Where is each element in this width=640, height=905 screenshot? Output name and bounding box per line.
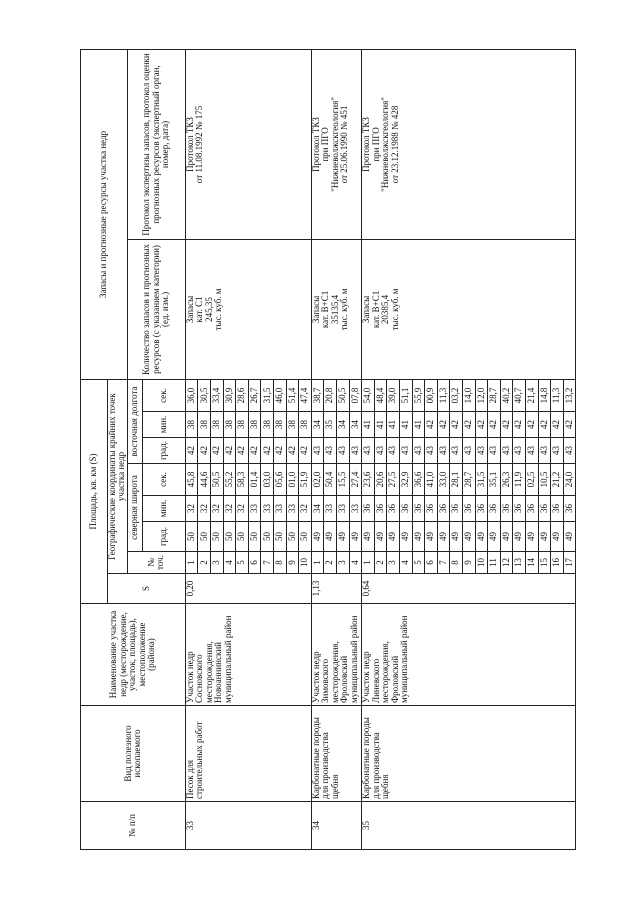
- north-deg: 49: [387, 522, 400, 552]
- point-number: 1: [362, 552, 375, 574]
- east-sec: 13,2: [563, 379, 576, 411]
- north-deg: 50: [299, 522, 312, 552]
- east-min: 41: [399, 412, 412, 438]
- north-deg: 50: [198, 522, 211, 552]
- east-deg: 43: [563, 438, 576, 464]
- east-deg: 42: [198, 438, 211, 464]
- north-deg: 49: [563, 522, 576, 552]
- entry-kind: Карбонатные породы для производства щебня: [311, 706, 361, 802]
- east-deg: 43: [412, 438, 425, 464]
- header-north-deg: град.: [142, 522, 185, 552]
- north-sec: 41,0: [425, 464, 438, 496]
- east-deg: 43: [337, 438, 350, 464]
- east-min: 42: [551, 412, 564, 438]
- east-min: 41: [362, 412, 375, 438]
- east-deg: 43: [538, 438, 551, 464]
- east-sec: 40,2: [500, 379, 513, 411]
- east-deg: 43: [437, 438, 450, 464]
- east-deg: 43: [488, 438, 501, 464]
- north-sec: 02,0: [311, 464, 324, 496]
- point-number: 5: [412, 552, 425, 574]
- north-min: 36: [475, 496, 488, 522]
- point-number: 3: [387, 552, 400, 574]
- header-qty: Количество запасов и прогнозных ресурсов (с указанием категории) (ед. изм.): [127, 239, 185, 379]
- east-sec: 20,8: [324, 379, 337, 411]
- north-min: 32: [299, 496, 312, 522]
- east-min: 38: [248, 412, 261, 438]
- north-deg: 49: [450, 522, 463, 552]
- east-min: 34: [337, 412, 350, 438]
- east-sec: 46,0: [274, 379, 287, 411]
- north-min: 36: [462, 496, 475, 522]
- north-min: 36: [513, 496, 526, 522]
- east-sec: 26,7: [248, 379, 261, 411]
- east-deg: 43: [462, 438, 475, 464]
- point-number: 15: [538, 552, 551, 574]
- east-deg: 43: [324, 438, 337, 464]
- east-deg: 42: [185, 438, 198, 464]
- north-min: 32: [223, 496, 236, 522]
- north-deg: 49: [349, 522, 362, 552]
- north-min: 36: [399, 496, 412, 522]
- north-deg: 49: [362, 522, 375, 552]
- east-sec: 21,4: [525, 379, 538, 411]
- north-sec: 32,9: [399, 464, 412, 496]
- north-min: 33: [337, 496, 350, 522]
- east-min: 38: [286, 412, 299, 438]
- north-deg: 50: [248, 522, 261, 552]
- north-sec: 11,9: [513, 464, 526, 496]
- header-num: № п/п: [81, 802, 186, 850]
- point-number: 10: [475, 552, 488, 574]
- entry-name: Участок недр Линевского месторождения, Фроловский муниципальный район: [362, 604, 576, 706]
- east-sec: 55,9: [412, 379, 425, 411]
- header-area: Площадь, кв. км (S): [81, 379, 108, 603]
- east-min: 42: [513, 412, 526, 438]
- east-deg: 43: [399, 438, 412, 464]
- entry-protocol: Протокол ТКЗ при ПГО "Нижневолжскгеология" от 23.12.1988 № 428: [362, 49, 576, 239]
- east-deg: 42: [286, 438, 299, 464]
- east-sec: 33,4: [211, 379, 224, 411]
- east-min: 38: [198, 412, 211, 438]
- north-sec: 36,6: [412, 464, 425, 496]
- east-min: 42: [500, 412, 513, 438]
- east-sec: 36,0: [185, 379, 198, 411]
- east-deg: 42: [248, 438, 261, 464]
- east-min: 38: [274, 412, 287, 438]
- north-sec: 02,5: [525, 464, 538, 496]
- east-sec: 50,5: [337, 379, 350, 411]
- entry-area: 0,20: [185, 574, 311, 604]
- entry-kind: Песок для строительных работ: [185, 706, 311, 802]
- north-min: 36: [551, 496, 564, 522]
- header-resources: Запасы и прогнозные ресурсы участка недр: [81, 49, 128, 379]
- north-deg: 49: [412, 522, 425, 552]
- north-min: 36: [437, 496, 450, 522]
- north-sec: 10,5: [538, 464, 551, 496]
- north-min: 36: [387, 496, 400, 522]
- east-sec: 38,7: [311, 379, 324, 411]
- north-deg: 50: [274, 522, 287, 552]
- north-min: 32: [198, 496, 211, 522]
- east-min: 42: [563, 412, 576, 438]
- east-sec: 40,7: [513, 379, 526, 411]
- entry-kind: Карбонатные породы для производства щебня: [362, 706, 576, 802]
- north-deg: 49: [475, 522, 488, 552]
- north-deg: 50: [286, 522, 299, 552]
- north-sec: 44,6: [198, 464, 211, 496]
- point-number: 13: [513, 552, 526, 574]
- east-sec: 07,8: [349, 379, 362, 411]
- subsoil-table: [80, 49, 576, 850]
- point-number: 9: [286, 552, 299, 574]
- north-min: 36: [525, 496, 538, 522]
- point-number: 4: [349, 552, 362, 574]
- header-east-sec: сек.: [142, 379, 185, 411]
- north-min: 33: [274, 496, 287, 522]
- north-min: 33: [261, 496, 274, 522]
- east-sec: 11,3: [437, 379, 450, 411]
- east-sec: 30,5: [198, 379, 211, 411]
- header-kind: Вид полезного ископаемого: [81, 706, 186, 802]
- north-deg: 49: [399, 522, 412, 552]
- east-min: 42: [437, 412, 450, 438]
- east-sec: 51,4: [286, 379, 299, 411]
- east-deg: 42: [223, 438, 236, 464]
- north-sec: 28,1: [450, 464, 463, 496]
- east-deg: 43: [349, 438, 362, 464]
- north-sec: 03,0: [261, 464, 274, 496]
- east-min: 35: [324, 412, 337, 438]
- north-deg: 49: [500, 522, 513, 552]
- point-number: 8: [450, 552, 463, 574]
- north-min: 36: [362, 496, 375, 522]
- east-min: 42: [425, 412, 438, 438]
- point-number: 6: [425, 552, 438, 574]
- north-sec: 50,5: [211, 464, 224, 496]
- table-body: [185, 49, 575, 849]
- east-min: 34: [311, 412, 324, 438]
- east-min: 38: [185, 412, 198, 438]
- point-number: 7: [437, 552, 450, 574]
- north-sec: 27,4: [349, 464, 362, 496]
- point-number: 7: [261, 552, 274, 574]
- east-min: 42: [525, 412, 538, 438]
- north-deg: 49: [337, 522, 350, 552]
- north-min: 32: [185, 496, 198, 522]
- north-sec: 01,4: [248, 464, 261, 496]
- east-sec: 30,9: [223, 379, 236, 411]
- point-number: 1: [185, 552, 198, 574]
- north-deg: 49: [488, 522, 501, 552]
- east-sec: 54,0: [362, 379, 375, 411]
- east-sec: 48,4: [374, 379, 387, 411]
- north-deg: 49: [525, 522, 538, 552]
- east-deg: 43: [475, 438, 488, 464]
- north-min: 36: [563, 496, 576, 522]
- table-row: [185, 49, 198, 849]
- north-min: 36: [425, 496, 438, 522]
- east-sec: 39,0: [387, 379, 400, 411]
- point-number: 6: [248, 552, 261, 574]
- north-deg: 49: [538, 522, 551, 552]
- point-number: 2: [374, 552, 387, 574]
- point-number: 5: [236, 552, 249, 574]
- point-number: 12: [500, 552, 513, 574]
- point-number: 4: [399, 552, 412, 574]
- entry-reserves: Запасы кат. B+C1 20385,4 тыс. куб. м: [362, 239, 576, 379]
- east-min: 38: [261, 412, 274, 438]
- north-sec: 20,6: [374, 464, 387, 496]
- east-deg: 43: [450, 438, 463, 464]
- east-sec: 31,5: [261, 379, 274, 411]
- east-min: 42: [488, 412, 501, 438]
- north-sec: 31,5: [475, 464, 488, 496]
- east-min: 42: [475, 412, 488, 438]
- east-min: 38: [211, 412, 224, 438]
- point-number: 16: [551, 552, 564, 574]
- east-min: 41: [374, 412, 387, 438]
- north-sec: 45,8: [185, 464, 198, 496]
- east-sec: 03,2: [450, 379, 463, 411]
- east-deg: 43: [551, 438, 564, 464]
- north-min: 36: [538, 496, 551, 522]
- header-east: восточная долгота: [127, 379, 142, 463]
- east-sec: 12,0: [475, 379, 488, 411]
- north-sec: 28,7: [462, 464, 475, 496]
- north-deg: 49: [311, 522, 324, 552]
- east-min: 38: [223, 412, 236, 438]
- east-min: 42: [450, 412, 463, 438]
- east-sec: 14,0: [462, 379, 475, 411]
- east-min: 42: [538, 412, 551, 438]
- entry-num: 33: [185, 802, 311, 850]
- point-number: 2: [324, 552, 337, 574]
- north-deg: 49: [551, 522, 564, 552]
- north-sec: 58,3: [236, 464, 249, 496]
- entry-name: Участок недр Зимовского месторождения, Фроловский муниципальный район: [311, 604, 361, 706]
- point-number: 1: [311, 552, 324, 574]
- north-sec: 27,5: [387, 464, 400, 496]
- north-deg: 50: [223, 522, 236, 552]
- east-sec: 28,7: [488, 379, 501, 411]
- north-deg: 49: [374, 522, 387, 552]
- north-sec: 23,6: [362, 464, 375, 496]
- north-min: 33: [286, 496, 299, 522]
- east-deg: 42: [261, 438, 274, 464]
- entry-num: 35: [362, 802, 576, 850]
- east-min: 38: [236, 412, 249, 438]
- point-number: 10: [299, 552, 312, 574]
- north-sec: 33,0: [437, 464, 450, 496]
- east-sec: 51,1: [399, 379, 412, 411]
- north-min: 33: [349, 496, 362, 522]
- north-min: 36: [500, 496, 513, 522]
- point-number: 8: [274, 552, 287, 574]
- north-deg: 49: [513, 522, 526, 552]
- east-sec: 11,3: [551, 379, 564, 411]
- north-min: 36: [450, 496, 463, 522]
- header-east-deg: град.: [142, 438, 185, 464]
- north-deg: 50: [211, 522, 224, 552]
- east-sec: 14,8: [538, 379, 551, 411]
- north-sec: 21,2: [551, 464, 564, 496]
- table-row: [311, 49, 324, 849]
- north-min: 33: [248, 496, 261, 522]
- header-point: № точ.: [127, 552, 185, 574]
- point-number: 2: [198, 552, 211, 574]
- entry-area: 0,64: [362, 574, 576, 604]
- header-north-sec: сек.: [142, 464, 185, 496]
- north-sec: 15,5: [337, 464, 350, 496]
- header-s: S: [108, 574, 186, 604]
- entry-name: Участок недр Сосновского месторождения, Новоаннинский муниципальный район: [185, 604, 311, 706]
- east-deg: 43: [513, 438, 526, 464]
- north-deg: 50: [185, 522, 198, 552]
- entry-num: 34: [311, 802, 361, 850]
- north-deg: 50: [261, 522, 274, 552]
- entry-area: 1,13: [311, 574, 361, 604]
- north-min: 36: [412, 496, 425, 522]
- east-min: 41: [412, 412, 425, 438]
- north-sec: 26,3: [500, 464, 513, 496]
- east-deg: 43: [500, 438, 513, 464]
- table-row: [362, 49, 375, 849]
- north-deg: 49: [425, 522, 438, 552]
- east-min: 38: [299, 412, 312, 438]
- north-sec: 01,0: [286, 464, 299, 496]
- east-min: 42: [462, 412, 475, 438]
- north-sec: 55,2: [223, 464, 236, 496]
- east-min: 41: [387, 412, 400, 438]
- north-min: 34: [311, 496, 324, 522]
- entry-protocol: Протокол ТКЗ от 11.08.1992 № 175: [185, 49, 311, 239]
- east-sec: 00,9: [425, 379, 438, 411]
- north-sec: 24,0: [563, 464, 576, 496]
- north-sec: 51,9: [299, 464, 312, 496]
- north-deg: 49: [324, 522, 337, 552]
- east-deg: 43: [425, 438, 438, 464]
- point-number: 9: [462, 552, 475, 574]
- north-min: 33: [324, 496, 337, 522]
- east-deg: 43: [525, 438, 538, 464]
- header-north-min: мин.: [142, 496, 185, 522]
- header-east-min: мин.: [142, 412, 185, 438]
- north-deg: 50: [236, 522, 249, 552]
- east-deg: 42: [211, 438, 224, 464]
- east-deg: 42: [299, 438, 312, 464]
- east-deg: 42: [274, 438, 287, 464]
- point-number: 3: [211, 552, 224, 574]
- east-deg: 43: [311, 438, 324, 464]
- north-sec: 50,4: [324, 464, 337, 496]
- east-sec: 47,4: [299, 379, 312, 411]
- north-min: 32: [236, 496, 249, 522]
- east-min: 34: [349, 412, 362, 438]
- entry-reserves: Запасы кат. B+C1 35135,4 тыс. куб. м: [311, 239, 361, 379]
- point-number: 14: [525, 552, 538, 574]
- point-number: 3: [337, 552, 350, 574]
- east-deg: 43: [387, 438, 400, 464]
- east-deg: 42: [236, 438, 249, 464]
- point-number: 11: [488, 552, 501, 574]
- entry-reserves: Запасы кат. C1 245,35 тыс. куб. м: [185, 239, 311, 379]
- point-number: 17: [563, 552, 576, 574]
- rotated-page: [80, 50, 620, 850]
- header-north: северная широта: [127, 464, 142, 552]
- east-deg: 43: [374, 438, 387, 464]
- north-min: 32: [211, 496, 224, 522]
- north-deg: 49: [437, 522, 450, 552]
- entry-protocol: Протокол ТКЗ при ПГО "Нижневолжскгеология" от 25.06.1990 № 451: [311, 49, 361, 239]
- east-sec: 28,6: [236, 379, 249, 411]
- header-protocol: Протокол экспертизы запасов, протокол оценки прогнозных ресурсов (экспертный орган, номер, дата): [127, 49, 185, 239]
- north-sec: 05,6: [274, 464, 287, 496]
- north-min: 36: [374, 496, 387, 522]
- header-name: Наименование участка недр (месторождение, участок, площадь), местоположение (района): [81, 604, 186, 706]
- north-sec: 35,1: [488, 464, 501, 496]
- north-min: 36: [488, 496, 501, 522]
- east-deg: 43: [362, 438, 375, 464]
- north-deg: 49: [462, 522, 475, 552]
- header-coords: Географические координаты крайних точек участка недр: [108, 379, 128, 573]
- point-number: 4: [223, 552, 236, 574]
